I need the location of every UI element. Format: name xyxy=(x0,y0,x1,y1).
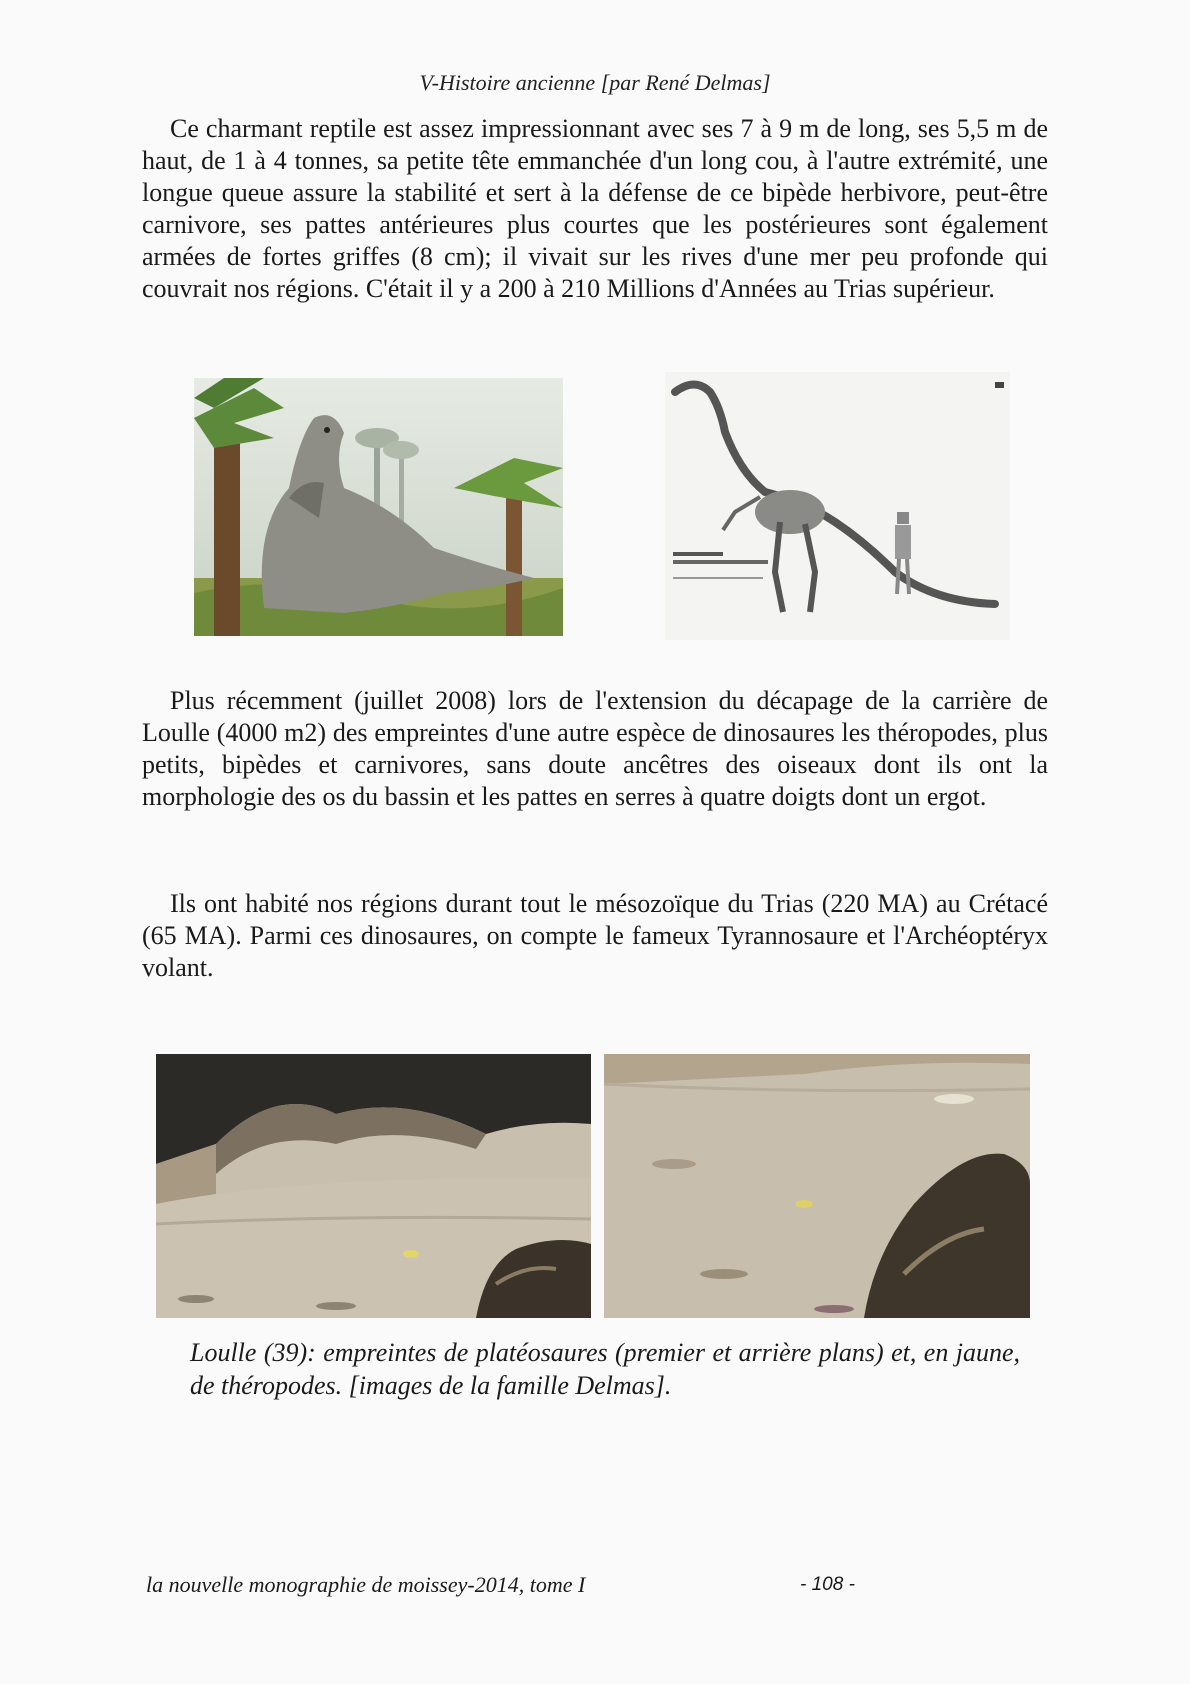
paragraph-theropods: Plus récemment (juillet 2008) lors de l'extension du décapage de la carrière de Loulle (4000 m2) des empreintes d'une autre espèce de dinosaures les théropodes, plus petits, bipèdes et carnivores, sans doute ancêtres des oiseaux dont ils ont la morphologie des os du bassin et les pattes en serres à quatre doigts dont un ergot. xyxy=(142,686,1048,811)
dinosaur-skeleton-image xyxy=(665,372,1010,640)
page-header: V-Histoire ancienne [par René Delmas] xyxy=(419,70,771,95)
photo-caption: Loulle (39): empreintes de platéosaures (premier et arrière plans) et, en jaune, de théropodes. [images de la famille Delmas]. xyxy=(190,1338,1020,1400)
footer-book-title: la nouvelle monographie de moissey-2014, tome I xyxy=(146,1572,586,1597)
paragraph-mesozoic: Ils ont habité nos régions durant tout le mésozoïque du Trias (220 MA) au Crétacé (65 MA). Parmi ces dinosaures, on compte le fameux Tyrannosaure et l'Archéoptéryx volant. xyxy=(142,889,1048,982)
paragraph-plateosaurus: Ce charmant reptile est assez impressionnant avec ses 7 à 9 m de long, ses 5,5 m de haut, de 1 à 4 tonnes, sa petite tête emmanchée d'un long cou, à l'autre extrémité, une longue queue assure la stabilité et sert à la défense de ce bipède herbivore, peut-être carnivore, ses pattes antérieures plus courtes que les postérieures sont également armées de fortes griffes (8 cm); il vivait sur les rives d'une mer peu profonde qui couvrait nos régions. C'était il y a 200 à 210 Millions d'Années au Trias supérieur. xyxy=(142,114,1048,303)
dinosaur-illustration-image xyxy=(194,378,563,636)
page-number: - 108 - xyxy=(800,1574,855,1595)
quarry-footprints-photo-1 xyxy=(156,1054,591,1318)
quarry-footprints-photo-2 xyxy=(604,1054,1030,1318)
